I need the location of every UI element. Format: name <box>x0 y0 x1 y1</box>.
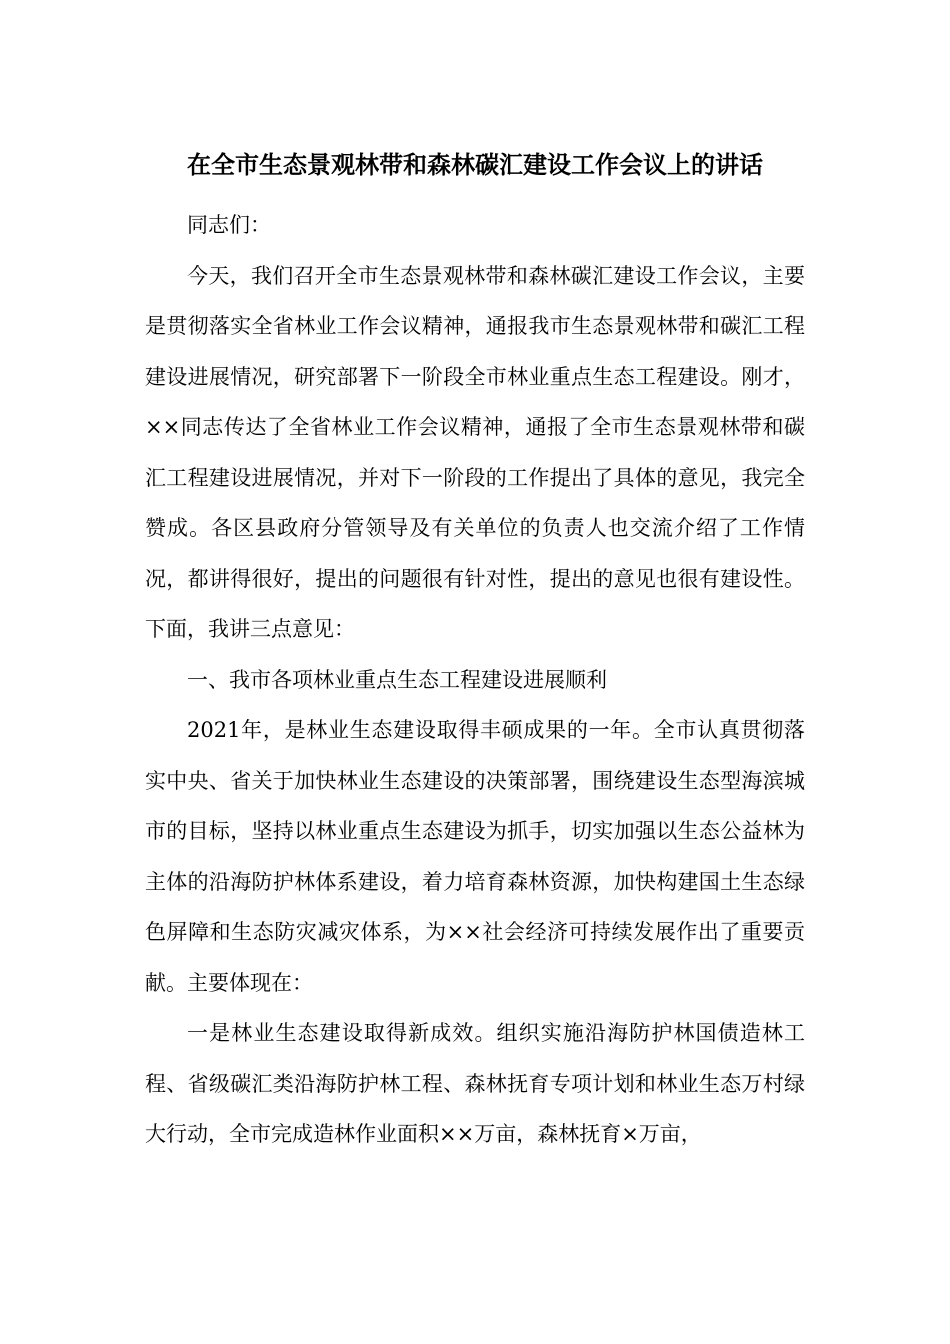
document-body <box>145 200 805 1160</box>
paragraph-intro: 今天，我们召开全市生态景观林带和森林碳汇建设工作会议，主要是贯彻落实全省林业工作会议精神，通报我市生态景观林带和碳汇工程建设进展情况，研究部署下一阶段全市林业重点生态工程建设。刚才，××同志传达了全省林业工作会议精神，通报了全市生态景观林带和碳汇工程建设进展情况，并对下一阶段的工作提出了具体的意见，我完全赞成。各区县政府分管领导及有关单位的负责人也交流介绍了工作情况，都讲得很好，提出的问题很有针对性，提出的意见也很有建设性。下面，我讲三点意见： <box>145 263 805 641</box>
paragraph-2021: 2021年，是林业生态建设取得丰硕成果的一年。全市认真贯彻落实中央、省关于加快林业生态建设的决策部署，围绕建设生态型海滨城市的目标，坚持以林业重点生态建设为抓手，切实加强以生态公益林为主体的沿海防护林体系建设，着力培育森林资源，加快构建国土生态绿色屏障和生态防灾减灾体系，为××社会经济可持续发展作出了重要贡献。主要体现在： <box>145 718 805 995</box>
document-title: 在全市生态景观林带和森林碳汇建设工作会议上的讲话 <box>187 150 763 179</box>
section-heading-1: 一、我市各项林业重点生态工程建设进展顺利 <box>187 667 607 692</box>
paragraph-point-1: 一是林业生态建设取得新成效。组织实施沿海防护林国债造林工程、省级碳汇类沿海防护林工程、森林抚育专项计划和林业生态万村绿大行动，全市完成造林作业面积××万亩，森林抚育×万亩， <box>145 1021 805 1146</box>
greeting-line: 同志们： <box>187 213 271 237</box>
